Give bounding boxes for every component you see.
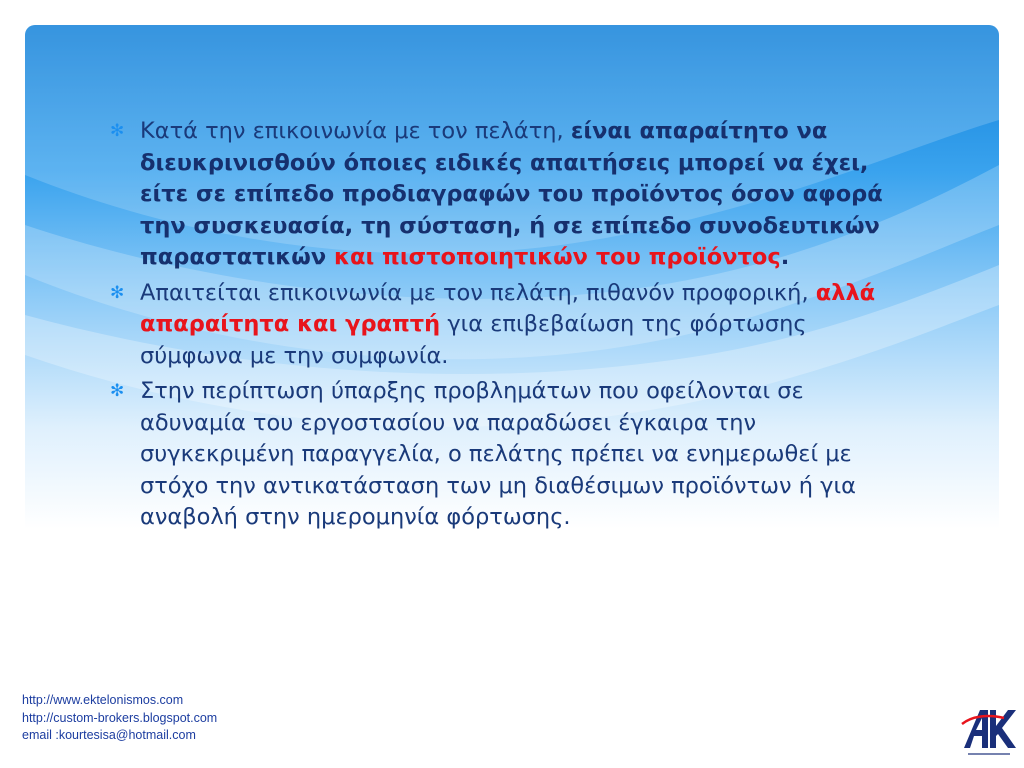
bullet-text-segment: και πιστοποιητικών του προϊόντος — [334, 244, 781, 270]
bullet-item — [110, 116, 910, 274]
bullet-text-segment: Στην περίπτωση ύπαρξης προβλημάτων που οφείλονται σε αδυναμία του εργοστασίου να παραδώσει έγκαιρα την συγκεκριμένη παραγγελία, ο πελάτης πρέπει να ενημερωθεί με στόχο την αντικατάσταση των μη διαθέσιμων προϊόντων ή για αναβολή στην ημερομηνία φόρτωσης. — [140, 378, 856, 530]
footer-contacts — [22, 692, 217, 745]
bullet-text — [140, 376, 910, 534]
bullet-text-segment: Κατά την επικοινωνία με τον πελάτη, — [140, 118, 571, 144]
bullet-text-segment: αλλά απαραίτητα και γραπτή — [140, 279, 876, 337]
blog-link[interactable]: http://custom-brokers.blogspot.com — [22, 710, 218, 725]
bullet-text-segment: είναι απαραίτητο να διευκρινισθούν όποιες ειδικές απαιτήσεις μπορεί να έχει, είτε σε επίπεδο προδιαγραφών του προϊόντος όσον αφορά την συσκευασία, τη σύσταση, ή σε επίπεδο συνοδευτικών παραστατικών — [140, 118, 883, 270]
email-text: email :kourtesisa@hotmail.com — [22, 728, 196, 742]
bullet-icon: ✻ — [110, 121, 125, 141]
ak-logo — [958, 704, 1020, 760]
website-link[interactable]: http://www.ektelonismos.com — [22, 693, 184, 707]
bullet-icon: ✻ — [110, 282, 125, 303]
bullet-item — [110, 278, 910, 373]
bullet-item — [110, 376, 910, 534]
bullet-text-segment: Απαιτείται επικοινωνία με τον πελάτη, πιθανόν προφορική, — [140, 279, 816, 306]
bullet-list — [110, 116, 910, 538]
bullet-text-segment: . — [780, 244, 790, 270]
bullet-text — [140, 278, 910, 373]
bullet-icon: ✻ — [110, 381, 125, 401]
logo-icon — [958, 704, 1020, 760]
bullet-text — [140, 116, 910, 274]
bullet-text-segment: για επιβεβαίωση της φόρτωσης σύμφωνα με την συμφωνία. — [140, 311, 807, 369]
